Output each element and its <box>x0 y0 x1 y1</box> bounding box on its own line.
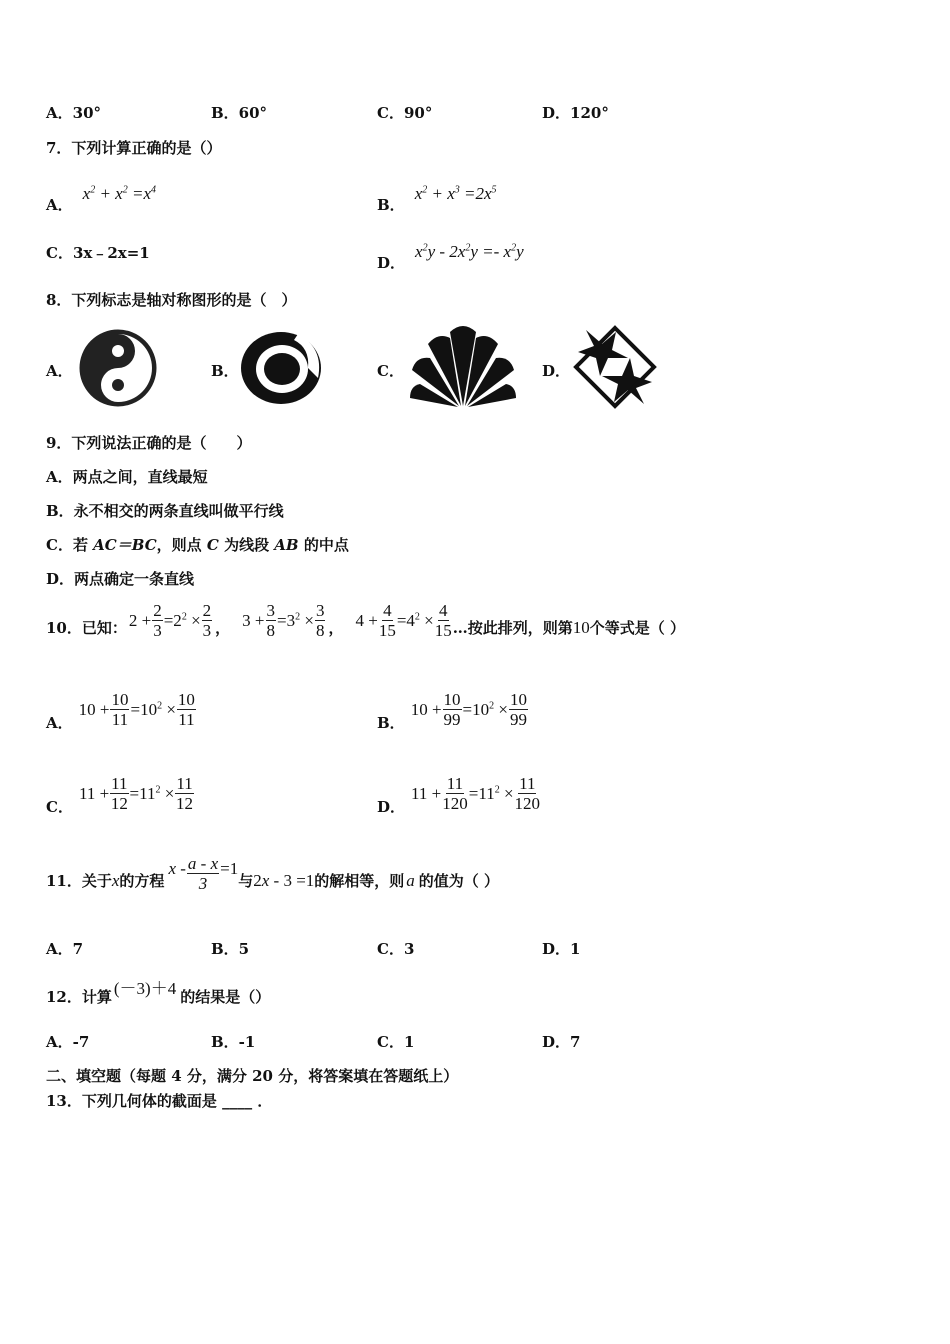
q9-stem: 9．下列说法正确的是（ ） <box>46 434 252 452</box>
q12-option-c: C．1 <box>377 1033 415 1051</box>
q10-stem-post: …按此排列，则第 <box>452 619 573 637</box>
q11-stem-end: 的值为（ ） <box>418 872 500 890</box>
q6-option-b: B．60° <box>211 104 268 122</box>
q7-b-label: B． <box>377 196 405 214</box>
q11-option-b: B．5 <box>211 940 250 958</box>
q7-a-label: A． <box>46 196 73 214</box>
q6-option-d: D．120° <box>542 104 609 122</box>
q6-option-a: A．30° <box>46 104 102 122</box>
q12-option-a: A．-7 <box>46 1033 90 1051</box>
q11-option-c: C．3 <box>377 940 415 958</box>
q6-option-c: C．90° <box>377 104 433 122</box>
q9-c-mid2: 为线段 <box>218 536 275 554</box>
q9-c-post: 的中点 <box>298 536 349 554</box>
q11-option-a: A．7 <box>46 940 84 958</box>
q10-stem: 10．已知： 2 + $\frac{2}{3}$ $=2^2$ × $\frac{2}{3}$ ， 3 + $\frac{3}{8}$ $=3^2$ × $\frac{3}{8}$ ， 4 + $\frac{4}{15}$ $=4^2$ × $\frac{4}{15}$ …按此排列，则第 10 个等式是（ ） <box>46 601 685 640</box>
q9-c-expr: AC＝BC <box>93 536 157 554</box>
q7-option-c: C．3x﹣2x=1 <box>46 244 150 262</box>
section-two-heading: 二、填空题（每题 4 分，满分 20 分，将答案填在答题纸上） <box>46 1067 459 1085</box>
q12-option-b: B．-1 <box>211 1033 256 1051</box>
q7-stem: 7．下列计算正确的是（） <box>46 139 222 157</box>
q9-c-mid: ，则点 <box>156 536 207 554</box>
q11-stem-pre: 11．关于 <box>46 872 112 890</box>
q9-c-segment: AB <box>274 536 299 554</box>
q7-option-a <box>46 172 156 215</box>
q12-stem-expr: (－3)＋4 <box>113 979 177 998</box>
q12-option-d: D．7 <box>542 1033 581 1051</box>
q11-stem: 11．关于 x 的方程 x - $\frac{a - x}{3}$ =1 与 2x - 3 =1 的解相等，则 a 的值为（ ） <box>46 854 500 893</box>
q10-c-label: C． <box>46 798 73 816</box>
q11-stem-mid: 的方程 <box>119 872 165 890</box>
q13-stem: 13．下列几何体的截面是 ____ ． <box>46 1092 273 1110</box>
swirl-ring-logo-icon <box>238 328 324 408</box>
q9-option-a: A．两点之间，直线最短 <box>46 468 208 486</box>
q11-stem-mid3: 的解相等，则 <box>314 872 405 890</box>
q10-stem-pre: 10．已知： <box>46 619 127 637</box>
q7-option-d <box>377 230 524 273</box>
q11-stem-mid2: 与 <box>238 872 254 890</box>
q9-option-c <box>46 534 349 555</box>
q8-option-d-label: D． <box>542 362 571 380</box>
q7-option-b <box>377 172 497 215</box>
petal-fan-logo-icon <box>408 322 518 408</box>
interlocked-stars-logo-icon <box>572 324 658 410</box>
yin-yang-logo-icon <box>78 328 158 408</box>
q7-b-expr: $x^2 + x^3 =2x^5$ <box>414 183 497 203</box>
q10-a-label: A． <box>46 714 73 732</box>
q10-option-a: A． 10 + $\frac{10}{11}$ $=10^2$ × $\frac{10}{11}$ <box>46 690 195 732</box>
q10-stem-end: 个等式是（ ） <box>589 619 685 637</box>
q9-c-point: C <box>206 536 219 554</box>
q10-option-d: D． 11 + $\frac{11}{120}$ $=11^2$ × $\frac{11}{120}$ <box>377 774 541 816</box>
q11-stem-var: x <box>111 870 120 890</box>
q10-option-b: B． 10 + $\frac{10}{99}$ $=10^2$ × $\frac{10}{99}$ <box>377 690 527 732</box>
q11-stem-var2: a <box>406 870 415 890</box>
q10-option-c: C． 11 + $\frac{11}{12}$ $=11^2$ × $\frac{11}{12}$ <box>46 774 194 816</box>
q7-d-expr: $x^2y - 2x^2y =- x^2y$ <box>415 241 524 261</box>
q9-c-pre: C．若 <box>46 536 94 554</box>
q12-stem-pre: 12．计算 <box>46 988 112 1006</box>
q10-stem-num: 10 <box>572 617 590 637</box>
q10-d-label: D． <box>377 798 406 816</box>
q10-b-label: B． <box>377 714 405 732</box>
q8-stem: 8．下列标志是轴对称图形的是（ ） <box>46 291 297 309</box>
q9-option-b: B．永不相交的两条直线叫做平行线 <box>46 502 284 520</box>
q8-option-a-label: A． <box>46 362 73 380</box>
q12-stem-end: 的结果是（） <box>180 988 271 1006</box>
q7-d-label: D． <box>377 254 406 272</box>
q9-option-d: D．两点确定一条直线 <box>46 570 195 588</box>
q7-a-expr: $x^2 + x^2 =x^4$ <box>82 183 156 203</box>
q8-option-b-label: B． <box>211 362 239 380</box>
q12-stem <box>46 972 270 1007</box>
q11-option-d: D．1 <box>542 940 581 958</box>
q8-option-c-label: C． <box>377 362 404 380</box>
